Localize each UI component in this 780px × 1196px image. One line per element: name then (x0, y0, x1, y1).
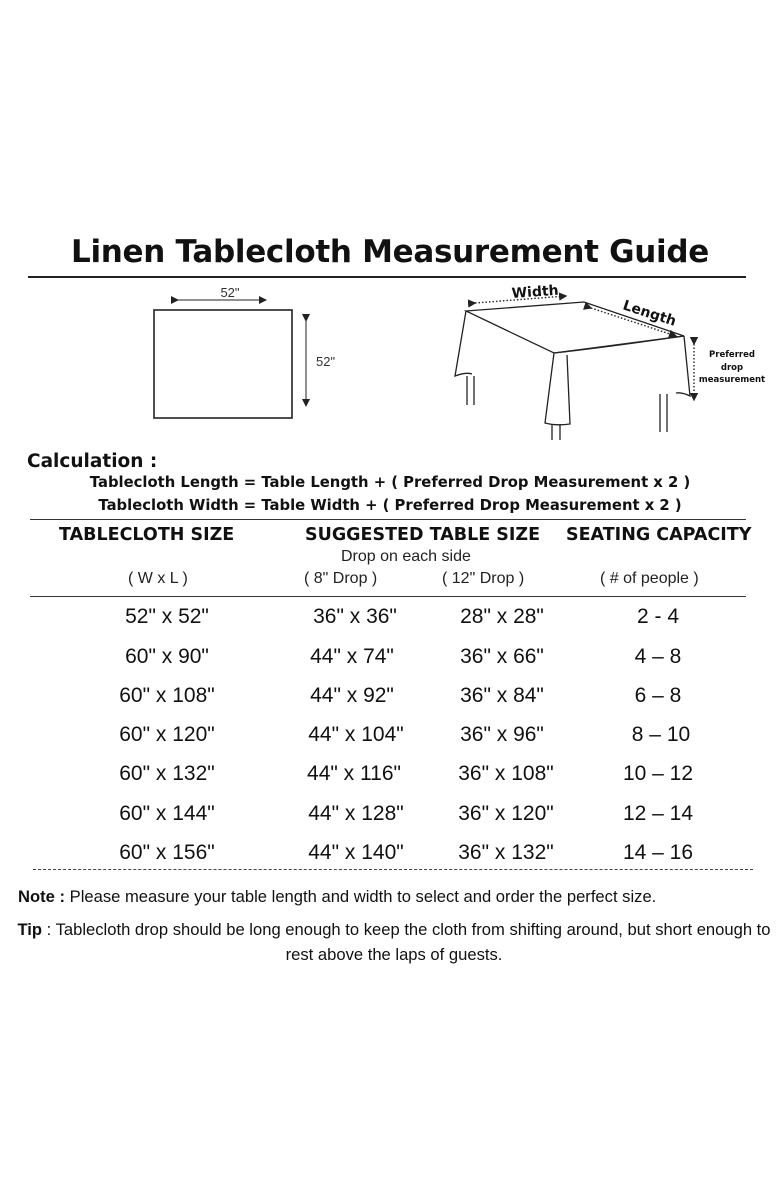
row1-drop12: 28" x 28" (460, 605, 544, 628)
row2-drop8: 44" x 74" (310, 645, 394, 668)
header-suggested-size: SUGGESTED TABLE SIZE (305, 525, 541, 545)
square-cloth-shape (154, 310, 292, 418)
header-drop-subtitle: Drop on each side (341, 548, 471, 565)
row7-drop8: 44" x 140" (308, 841, 404, 864)
row5-size: 60" x 132" (119, 762, 215, 785)
row6-drop12: 36" x 120" (458, 802, 554, 825)
row7-drop12: 36" x 132" (458, 841, 554, 864)
drop-label-line1: Preferred (709, 350, 755, 360)
header-seating-capacity: SEATING CAPACITY (566, 525, 752, 545)
dashed-divider (33, 869, 753, 870)
width-label: 52" (220, 285, 240, 300)
note-text (18, 887, 656, 907)
row5-drop12: 36" x 108" (458, 762, 554, 785)
row2-seating: 4 – 8 (634, 645, 682, 668)
table-length-label: Length (620, 297, 679, 330)
row7-seating: 14 – 16 (622, 841, 694, 864)
length-formula: Tablecloth Length = Table Length + ( Preferred Drop Measurement x 2 ) (89, 474, 691, 491)
drop-label-line3: measurement (698, 375, 766, 385)
title-divider (28, 276, 746, 278)
row3-seating: 6 – 8 (634, 684, 682, 707)
row3-size: 60" x 108" (119, 684, 215, 707)
row6-size: 60" x 144" (119, 802, 215, 825)
tip-label: Tip (17, 920, 43, 939)
calculation-heading: Calculation : (27, 451, 158, 472)
row1-drop8: 36" x 36" (313, 605, 397, 628)
header-seating-subtitle: ( # of people ) (600, 570, 699, 587)
row5-drop8: 44" x 116" (307, 762, 401, 785)
header-size-subtitle: ( W x L ) (128, 570, 188, 587)
note-label: Note : (18, 887, 66, 906)
measurement-diagram (0, 280, 780, 440)
row2-size: 60" x 90" (125, 645, 209, 668)
row7-size: 60" x 156" (119, 841, 215, 864)
table-top-divider (30, 519, 746, 520)
row3-drop12: 36" x 84" (460, 684, 544, 707)
tip-body: : Tablecloth drop should be long enough to keep the cloth from shifting around, but short enough to rest above the laps of guests. (42, 920, 771, 964)
drop-label-line2: drop (720, 363, 744, 373)
header-drop8: ( 8" Drop ) (304, 570, 378, 587)
header-divider (30, 596, 746, 597)
row4-size: 60" x 120" (119, 723, 215, 746)
width-formula: Tablecloth Width = Table Width + ( Preferred Drop Measurement x 2 ) (98, 497, 682, 514)
height-label: 52" (316, 354, 336, 369)
row1-size: 52" x 52" (125, 605, 209, 628)
header-drop12: ( 12" Drop ) (442, 570, 525, 587)
row3-drop8: 44" x 92" (310, 684, 394, 707)
row4-seating: 8 – 10 (631, 723, 691, 746)
row2-drop12: 36" x 66" (460, 645, 544, 668)
table-width-label: Width (511, 282, 560, 302)
row4-drop12: 36" x 96" (460, 723, 544, 746)
note-body: Please measure your table length and width to select and order the perfect size. (69, 887, 657, 906)
row1-seating: 2 - 4 (636, 605, 680, 628)
row5-seating: 10 – 12 (622, 762, 694, 785)
header-tablecloth-size: TABLECLOTH SIZE (59, 525, 235, 545)
row6-drop8: 44" x 128" (308, 802, 404, 825)
page-title: Linen Tablecloth Measurement Guide (70, 234, 709, 270)
tip-text (14, 917, 774, 967)
row4-drop8: 44" x 104" (308, 723, 404, 746)
row6-seating: 12 – 14 (622, 802, 694, 825)
